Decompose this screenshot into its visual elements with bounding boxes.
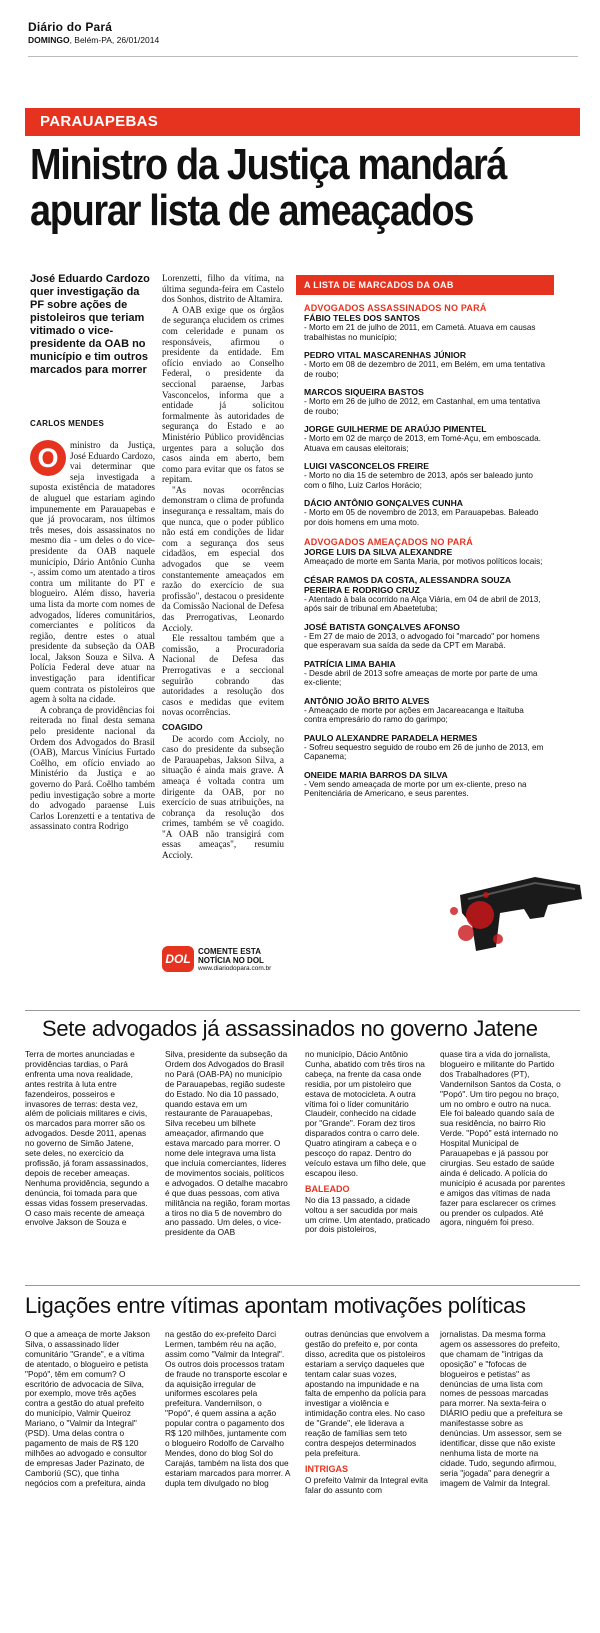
headline-line-1: Ministro da Justiça mandará — [30, 140, 507, 189]
story2-column-3 — [305, 1050, 430, 1235]
headline — [30, 140, 507, 235]
entry-description: - Desde abril de 2013 sofre ameaças de morte por parte de uma ex-cliente; — [304, 668, 538, 687]
entry-description: - Ameaçado de morte por ações em Jacareacanga e Itaituba contra empresário do ramo do garimpo; — [304, 705, 524, 724]
article-paragraph: De acordo com Accioly, no caso do presidente da subseção de Parauapebas, Jakson Silva, a situação é ainda mais grave. A ameaça é voltada contra um dirigente da OAB, por no exercício de suas atribuições, na cobrança da resolução dos crimes, também se vê coagido. "A OAB não transigirá com essas ameaças", resumiu Accioly. — [162, 733, 284, 861]
sidebar-category: ADVOGADOS ASSASSINADOS NO PARÁ — [304, 303, 487, 313]
article-column-2 — [162, 273, 284, 861]
entry-name: ANTÔNIO JOÃO BRITO ALVES — [304, 695, 430, 706]
story3-column-3 — [305, 1330, 430, 1496]
byline: CARLOS MENDES — [30, 419, 105, 428]
sidebar-entry — [304, 424, 546, 453]
promo-text: COMENTE ESTA NOTÍCIA NO DOL — [198, 947, 264, 965]
sidebar-entry — [304, 461, 546, 490]
entry-description: - Morto em 08 de dezembro de 2011, em Belém, em uma tentativa de roubo; — [304, 360, 546, 379]
sidebar-entry — [304, 696, 546, 725]
story2-text: Terra de mortes anunciadas e providências tardias, o Pará enfrenta uma nova realidade, antes restrita à luta entre fazendeiros, posseiros e invasores de terras: desta vez, além de policiais militares e civis, os marcados para morrer são os advogados. Desde 2011, apenas no governo de Simão Jatene, sete deles, no exercício da profissão, já foram assassinados, depois de receber ameaças. Nenhuma providência, segundo a denúncia, foi tomada para que essas vidas fossem preservadas. O caso mais recente de ameaça envolve Jakson de Souza e — [25, 1049, 150, 1228]
headline-line-2: apurar lista de ameaçados — [30, 186, 474, 235]
entry-description: - Morto em 05 de novembro de 2013, em Parauapebas. Baleado por dois homens em uma moto. — [304, 508, 539, 527]
article-paragraph: A OAB exige que os órgãos de segurança elucidem os crimes com celeridade e punam os responsáveis, afirmou o presidente da entidade. Em ofício enviado ao Conselho Federal, o presidente da seccional paraense, Jarbas Vasconcelos, informa que a entidade já solicitou formalmente às autoridades de segurança do Estado e ao Ministério Público providências urgentes para a solução dos casos ainda em aberto, bem como para evitar que os fatos se repitam. — [162, 304, 284, 485]
story3-text: jornalistas. Da mesma forma agem os assessores do prefeito, que chamam de "intrigas da oposição" e "fofocas de blogueiros e petistas" as denúncias de uma lista com nomes de pessoas marcadas para morrer. Na sexta-feira o DIÁRIO pediu que a prefeitura se manifestasse sobre as denúncias. Um assessor, sem se identificar, disse que não existe nenhuma lista de morte na cidade. Tudo, segundo afirmou, seria "jogada" para denegrir a imagem de Valmir da Integral. — [440, 1329, 563, 1488]
entry-name: MARCOS SIQUEIRA BASTOS — [304, 387, 424, 397]
article-paragraph: ministro da Justiça, José Eduardo Cardozo, vai determinar que seja investigada a suposta existência de matadores de aluguel que estariam agindo impunemente em Parauapebas e que já provocaram, nos últimos três meses, dois assassinatos no mesmo dia - um deles o do vice-presidente da OAB naquele município, Dário Antônio Cunha -, assim como um atentado a tiros contra um militante do PT e blogueiro. Além disso, haveria uma lista da morte com nomes de advogados, líderes comunitários, comerciantes e políticos da região, dentre estes o atual presidente da subseção da OAB local, Jakson Souza e Silva. A Polícia Federal deve atuar na investigação para identificar quem contrata os pistoleiros que agem à solta na cidade. — [30, 440, 155, 705]
entry-name: JORGE LUIS DA SILVA ALEXANDRE — [304, 547, 453, 557]
subhead-coagido: COAGIDO — [162, 721, 203, 732]
sidebar-entry — [304, 733, 546, 762]
story3-title: Ligações entre vítimas apontam motivações políticas — [25, 1293, 526, 1318]
article-column-1 — [30, 440, 155, 832]
story2-text: No dia 13 passado, a cidade voltou a ser sacudida por mais um crime. Um atentado, praticado por dois pistoleiros, — [305, 1194, 430, 1235]
article-paragraph: Lorenzetti, filho da vítima, na última segunda-feira em Castelo dos Sonhos, distrito de Altamira. — [162, 273, 284, 305]
entry-name: LUIGI VASCONCELOS FREIRE — [304, 461, 429, 471]
sidebar-entry — [304, 547, 546, 567]
entry-description: - Morto em 21 de julho de 2011, em Cametá. Atuava em causas trabalhistas no município; — [304, 323, 536, 342]
dropcap: O — [30, 440, 66, 476]
story3-column-1 — [25, 1330, 150, 1489]
article-paragraph: A cobrança de providências foi reiterada no final desta semana pelo presidente nacional da Ordem dos Advogados do Brasil (OAB), Marcus Vinícius Furtado Coêlho, em ofício enviado ao Ministério da Justiça e ao governo do Pará. Coêlho também pediu investigação sobre a morte do advogado paraense Luis Carlos Lorenzetti e a tentativa de assassinato contra Rodrigo — [30, 704, 155, 832]
sidebar-entry — [304, 659, 546, 688]
sidebar-body — [304, 303, 546, 807]
entry-name: ONEIDE MARIA BARROS DA SILVA — [304, 769, 448, 780]
sidebar-entry — [304, 770, 546, 799]
entry-name: JORGE GUILHERME DE ARAÚJO PIMENTEL — [304, 424, 487, 434]
sidebar-entry — [304, 622, 546, 651]
story2-text: no município, Dácio Antônio Cunha, abatido com três tiros na cabeça, na frente da casa onde residia, por um pistoleiro que estava de motocicleta. A outra vítima foi o líder comunitário Claudeir, conhecido na cidade por "Grande". Foram dez tiros disparados contra o carro dele. Quatro atingiram a cabeça e o pescoço do rapaz. Dentro do veículo estava um filho dele, que escapou ileso. — [305, 1049, 426, 1178]
sidebar-entry — [304, 387, 546, 416]
article-paragraph: Ele ressaltou também que a comissão, a Procuradoria Nacional de Defesa das Prerrogativas e a seccional seguirão cobrando das autoridades a resolução dos casos e medidas que evitem novas ocorrências. — [162, 633, 284, 718]
story2-column-4 — [440, 1050, 565, 1228]
story2-column-1 — [25, 1050, 150, 1228]
sidebar-entry — [304, 575, 546, 614]
story2-title: Sete advogados já assassinados no governo Jatene — [42, 1016, 538, 1041]
section-divider — [25, 1285, 580, 1286]
story3-text: na gestão do ex-prefeito Darci Lermen, também réu na ação, assim como "Valmir da Integral". Os outros dois processos tratam de fraude no transporte escolar e da aquisição irregular de uniformes escolares pela prefeitura. Vandernilson, o "Popó", é quem assina a ação popular contra o pagamento dos R$ 120 milhões, juntamente com o blogueiro Rodolfo de Carvalho Mendes, dono do blog Sol do Carajás, também na lista dos que estariam marcados para morrer. A dupla tem divulgado no blog — [165, 1329, 290, 1488]
story3-column-4 — [440, 1330, 565, 1489]
subhead-intrigas: INTRIGAS — [305, 1463, 349, 1474]
entry-name: CÉSAR RAMOS DA COSTA, ALESSANDRA SOUZA PEREIRA E RODRIGO CRUZ — [304, 574, 511, 595]
entry-name: PATRÍCIA LIMA BAHIA — [304, 658, 396, 669]
entry-description: - Morto em 26 de julho de 2012, em Castanhal, em uma tentativa de roubo; — [304, 397, 541, 416]
entry-description: - Vem sendo ameaçada de morte por um ex-cliente, preso na Penitenciária de Americano, e seus parentes. — [304, 779, 527, 798]
entry-description: - Sofreu sequestro seguido de roubo em 26 de junho de 2013, em Capanema; — [304, 742, 544, 761]
sidebar-entry — [304, 313, 546, 342]
entry-name: JOSÉ BATISTA GONÇALVES AFONSO — [304, 621, 460, 632]
entry-description: - Morto em 02 de março de 2013, em Tomé-Açu, em emboscada. Atuava em causas eleitorais; — [304, 434, 541, 453]
edition-date: DOMINGO, Belém-PA, 26/01/2014 — [28, 35, 160, 45]
entry-description: - Morto no dia 15 de setembro de 2013, após ser baleado junto com o filho, Luiz Carlos Horácio; — [304, 471, 533, 490]
entry-name: PAULO ALEXANDRE PARADELA HERMES — [304, 732, 478, 743]
entry-name: DÁCIO ANTÔNIO GONÇALVES CUNHA — [304, 498, 463, 508]
entry-description: - Em 27 de maio de 2013, o advogado foi "marcado" por homens que esperavam sua saída da sede da CPT em Marabá. — [304, 631, 540, 650]
dol-logo: DOL — [162, 946, 194, 972]
section-divider — [25, 1010, 580, 1011]
sidebar-entry — [304, 498, 546, 527]
article-paragraph: "As novas ocorrências demonstram o clima de profunda insegurança e ressaltam, mais do que nunca, que o poder público não está em condições de lidar com a segurança dos seus cidadãos, em especial dos advogados que se veem constantemente ameaçados em razão do exercício de sua profissão", destacou o presidente da Comissão Nacional de Defesa das Prerrogativas, Leonardo Accioly. — [162, 484, 284, 633]
masthead-rule — [28, 56, 578, 57]
story3-text: O que a ameaça de morte Jakson Silva, o assassinado líder comunitário "Grande", e a vítima de atentado, o blogueiro e petista "Popó", têm em comum? O escritório de advocacia de Silva, por exemplo, move três ações contra a gestão do atual prefeito do município, Valmir Queiroz Mariano, o "Valmir da Integral" (PSD). Uma delas contra o pagamento de mais de R$ 120 milhões ao advogado e consultor de empresas Jader Pazinato, de Camboriú (SC), que tinha negócios com a prefeitura, ainda — [25, 1329, 150, 1488]
story3-column-2 — [165, 1330, 290, 1489]
entry-name: FÁBIO TELES DOS SANTOS — [304, 313, 420, 323]
deck: José Eduardo Cardozo quer investigação da PF sobre ações de pistoleiros que teriam vitimado o vice-presidente da OAB no município e tim outros marcados para morrer — [30, 273, 150, 376]
entry-description: Ameaçado de morte em Santa Maria, por motivos políticos locais; — [304, 557, 543, 566]
pistol-illustration — [440, 855, 590, 955]
comment-promo[interactable] — [162, 946, 284, 972]
newspaper-name: Diário do Pará — [28, 20, 113, 34]
section-label: PARAUAPEBAS — [40, 113, 159, 130]
entry-description: - Atentado à bala ocorrido na Alça Viária, em 04 de abril de 2013, após sair de tribunal em Abaetetuba; — [304, 594, 541, 613]
story2-column-2 — [165, 1050, 290, 1238]
subhead-baleado: BALEADO — [305, 1183, 350, 1194]
entry-name: PEDRO VITAL MASCARENHAS JÚNIOR — [304, 350, 467, 360]
story2-text: quase tira a vida do jornalista, blogueiro e militante do Partido dos Trabalhadores (PT), Vandernilson Santos da Costa, o "Popó". Um tiro pegou no braço, um no ombro e outro na nuca. Ele foi baleado quando saía de sua residência, no bairro Rio Verde. "Popó" está internado no Hospital Municipal de Parauapebas e já passou por cirurgias. Seu estado de saúde ainda é delicado. A polícia do município é acusada por parentes e amigos das vítimas de nada fazer para esclarecer os crimes ou prender os culpados. Até agora, ninguém foi preso. — [440, 1049, 565, 1228]
sidebar-entry — [304, 350, 546, 379]
story3-text: outras denúncias que envolvem a gestão do prefeito e, por conta disso, acredita que os pistoleiros estariam a serviço daqueles que tentam calar suas vozes, apostando na impunidade e na falta de empenho da polícia para investigar a violência e intimidação contra eles. No caso de "Grande", ele liderava a reação de famílias sem teto contra despejos determinados pela prefeitura. — [305, 1329, 430, 1458]
sidebar-category: ADVOGADOS AMEAÇADOS NO PARÁ — [304, 537, 473, 547]
story3-text: O prefeito Valmir da Integral evita falar do assunto com — [305, 1474, 428, 1495]
sidebar-list — [296, 275, 554, 940]
sidebar-title: A LISTA DE MARCADOS DA OAB — [304, 280, 454, 290]
promo-url[interactable]: www.diariodopara.com.br — [198, 965, 272, 972]
masthead — [28, 20, 578, 45]
story2-text: Silva, presidente da subseção da Ordem dos Advogados do Brasil no Pará (OAB-PA) no município de Parauapebas, região sudeste do Estado. No dia 10 passado, quando estava em um restaurante de Parauapebas, Silva recebeu um bilhete ameaçador, afirmando que estava marcado para morrer. O nome dele integrava uma lista que incluía comerciantes, líderes de movimentos sociais, políticos e advogados. O detalhe macabro é que duas pessoas, com ativa militância na região, foram mortas a tiros no dia 5 de novembro do ano passado. Um deles, o vice-presidente da OAB — [165, 1049, 290, 1238]
